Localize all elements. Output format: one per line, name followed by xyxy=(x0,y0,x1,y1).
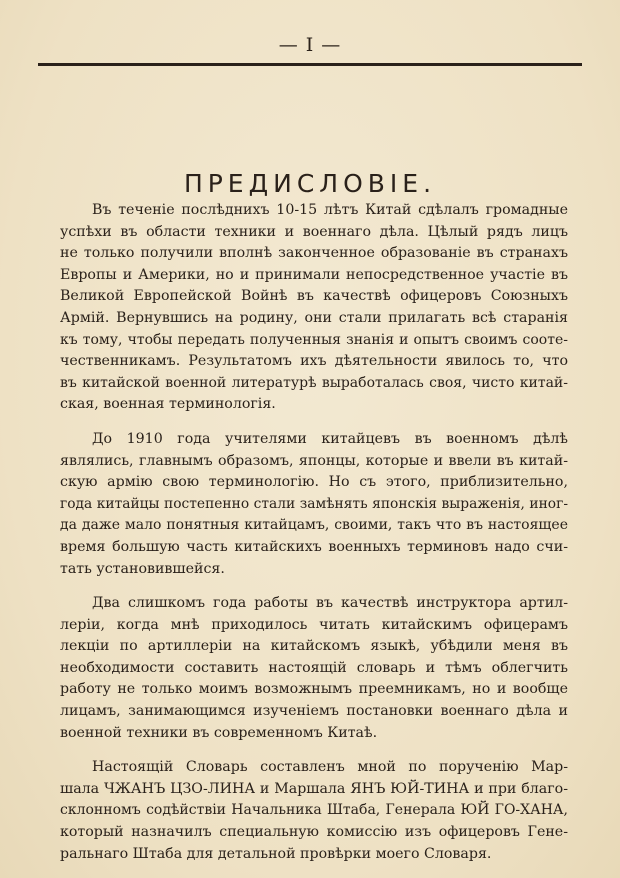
text-line: являлись, главнымъ образомъ, японцы, которые и ввели въ китай- xyxy=(60,452,568,469)
text-line: время большую часть китайскихъ военныхъ терминовъ надо счи- xyxy=(60,538,568,555)
text-line: Два слишкомъ года работы въ качествѣ инструктора артил- xyxy=(92,595,568,612)
text-line: Настоящій Словарь составленъ мной по порученію Мар- xyxy=(92,759,568,776)
text-line: Въ теченіе послѣднихъ 10-15 лѣтъ Китай сдѣлалъ громадные xyxy=(92,202,568,218)
text-line: который назначилъ специальную комиссію изъ офицеровъ Гене- xyxy=(60,824,568,841)
text-line: чественникамъ. Результатомъ ихъ дѣятельности явилось то, что xyxy=(60,353,568,370)
text-line: леріи, когда мнѣ приходилось читать китайскимъ офицерамъ xyxy=(60,616,568,633)
text-line: работу не только моимъ возможнымъ преемникамъ, но и вообще xyxy=(60,681,568,698)
text-line: Армій. Вернувшись на родину, они стали прилагать всѣ старанія xyxy=(60,309,568,326)
text-line: склонномъ содѣйствіи Начальника Штаба, Генерала ЮЙ ГО-ХАНА, xyxy=(60,802,568,819)
text-line: лицамъ, занимающимся изученіемъ постановки военнаго дѣла и xyxy=(60,703,568,720)
text-line: не только получили вполнѣ законченное образованіе въ странахъ xyxy=(60,245,568,262)
text-line: военной техники въ современномъ Китаѣ. xyxy=(60,724,378,741)
text-line: успѣхи въ области техники и военнаго дѣла. Цѣлый рядъ лицъ xyxy=(60,223,568,240)
text-line: До 1910 года учителями китайцевъ въ военномъ дѣлѣ xyxy=(92,430,568,447)
paragraph-1 xyxy=(60,200,568,416)
text-line: года китайцы постепенно стали замѣнять японскія выраженія, иног- xyxy=(60,495,568,512)
text-line: ральнаго Штаба для детальной провѣрки моего Словаря. xyxy=(60,845,492,862)
text-line: необходимости составить настоящій словарь и тѣмъ облегчить xyxy=(60,659,568,676)
header-rule xyxy=(38,63,582,66)
text-line: Европы и Америки, но и принимали непосредственное участіе въ xyxy=(60,266,568,283)
text-line: къ тому, чтобы передать полученныя знанія и опытъ своимъ соотe- xyxy=(60,331,568,348)
paragraph-3 xyxy=(60,593,568,744)
paragraph-4 xyxy=(60,757,568,865)
page-title: ПРЕДИСЛОВІЕ. xyxy=(183,168,437,198)
text-line: ская, военная терминологія. xyxy=(60,396,276,413)
text-line: Великой Европейской Войнѣ въ качествѣ офицеровъ Союзныхъ xyxy=(60,288,568,305)
text-line: скую армію свою терминологію. Но съ этого, приблизительно, xyxy=(60,474,568,491)
text-line: да даже мало понятныя китайцамъ, своими, такъ что въ настоящее xyxy=(60,517,568,534)
body-text xyxy=(60,200,568,878)
text-line: шала ЧЖАНЪ ЦЗО-ЛИНА и Маршала ЯНЪ ЮЙ-ТИНА и при благо- xyxy=(60,780,568,797)
text-line: тать установившейся. xyxy=(60,560,225,577)
page-number: — I — xyxy=(278,34,342,56)
paragraph-2 xyxy=(60,429,568,580)
text-line: въ китайской военной литературѣ выработалась своя, чисто китай- xyxy=(60,374,568,391)
text-line: лекціи по артиллеріи на китайскомъ языкѣ, убѣдили меня въ xyxy=(60,638,568,655)
